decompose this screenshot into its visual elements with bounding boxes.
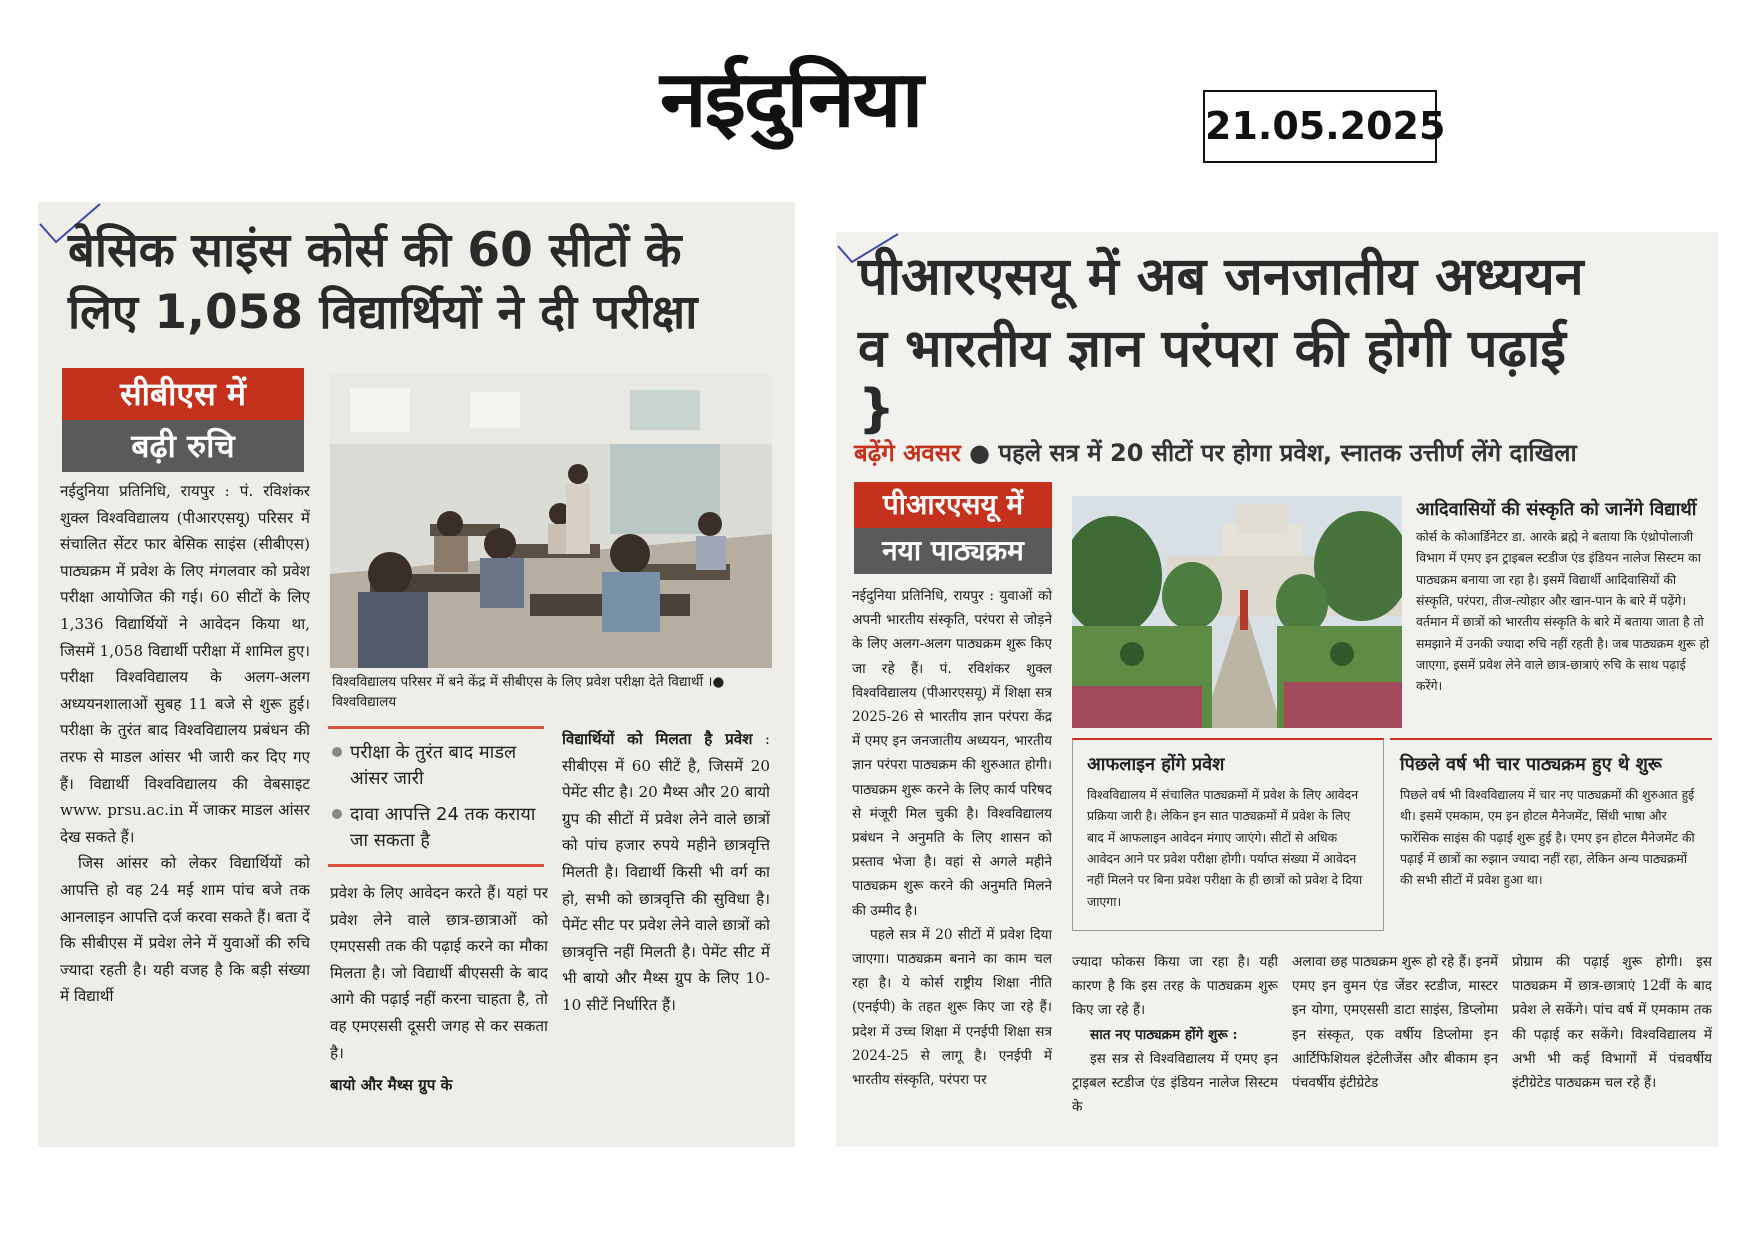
left-body-column-3 xyxy=(562,726,770,1136)
left-headline xyxy=(68,224,788,340)
right-body-col1b-text: पहले सत्र में 20 सीटों में प्रवेश दिया जाएगा। पाठ्यक्रम बनाने का काम चल रहा है। ये कोर्स राष्ट्रीय शिक्षा नीति (एनईपी) के तहत शुरू किए जा रहे हैं। प्रदेश में उच्च शिक्षा में एनईपी शिक्षा सत्र 2024-25 से लागू है। एनईपी में भारतीय संस्कृति, परंपरा पर xyxy=(852,926,1052,1089)
right-headline: पीआरएसयू में अब जनजातीय अध्ययन व भारतीय ज्ञान परंपरा की होगी पढ़ाई } xyxy=(858,248,1718,439)
bullet-dot-icon xyxy=(332,747,342,757)
box3-panel xyxy=(1390,738,1712,930)
left-body-column-1 xyxy=(60,478,310,1138)
left-rule-top xyxy=(328,726,544,729)
right-headline-line1: पीआरएसयू में अब जनजातीय अध्ययन xyxy=(858,247,1584,307)
exam-hall-photo xyxy=(330,374,772,668)
left-tag-red: सीबीएस में xyxy=(62,368,304,420)
left-body-col3-text: : सीबीएस में 60 सीटें है, जिसमें 20 पेमेंट सीट है। 20 मैथ्स और 20 बायो ग्रुप की सीटों में प्रवेश लेने वाले छात्रों को पांच हजार रुपये महीने छात्रवृत्ति मिलती है। विद्यार्थी किसी भी वर्ग का हो, सभी को छात्रवृत्ति की सुविधा है। पेमेंट सीट पर प्रवेश लेने वाले छात्रों को छात्रवृत्ति नहीं मिलती है। पेमेंट सीट में भी बायो और मैथ्स ग्रुप के लिए 10-10 सीटें निर्धारित हैं। xyxy=(562,730,770,1014)
right-body-col4-text: प्रोग्राम की पढ़ाई शुरू होगी। इस पाठ्यक्रम में छात्र-छात्राएं 12वीं के बाद प्रवेश ले सकेंगे। पांच वर्ष में एमकाम तक की पढ़ाई कर सकेंगे। विश्वविद्यालय में अभी भी कई विभागों में पंचवर्षीय इंटीग्रेटेड पाठ्यक्रम चल रहे हैं। xyxy=(1512,954,1712,1092)
right-body-col2b-text: इस सत्र से विश्वविद्यालय में एमए इन ट्राइबल स्टडीज एंड इंडियन नालेज सिस्टम के xyxy=(1072,1050,1278,1116)
left-bullets xyxy=(332,740,544,864)
date-box: 21.05.2025 xyxy=(1203,90,1437,163)
bullet-text-2: दावा आपत्ति 24 तक कराया जा सकता है xyxy=(350,804,536,851)
right-tag-red: पीआरएसयू में xyxy=(854,482,1052,528)
campus-photo xyxy=(1072,496,1402,728)
right-tag-grey: नया पाठ्यक्रम xyxy=(854,528,1052,574)
left-body-column-2 xyxy=(330,880,548,1142)
right-kicker: बढ़ेंगे अवसर xyxy=(854,439,961,467)
bullet-item xyxy=(332,802,544,854)
right-body-column-1 xyxy=(852,584,1052,1144)
bullet-dot-icon xyxy=(332,809,342,819)
left-news-clipping xyxy=(38,202,795,1147)
right-deck-text: पहले सत्र में 20 सीटों पर होगा प्रवेश, स्नातक उत्तीर्ण लेंगे दाखिला xyxy=(998,439,1577,467)
left-body-col3-bold: विद्यार्थियों को मिलता है प्रवेश xyxy=(562,730,753,748)
left-headline-line1: बेसिक साइंस कोर्स की 60 सीटों के xyxy=(68,223,682,278)
left-body-col2-text: प्रवेश के लिए आवेदन करते हैं। यहां पर प्रवेश लेने वाले छात्र-छात्राओं को एमएससी तक की पढ़ाई करने का मौका मिलता है। जो विद्यार्थी बीएससी के बाद आगे की पढ़ाई नहीं करना चाहता है, तो वह एमएससी दूसरी जगह से कर सकता है। xyxy=(330,884,548,1062)
deck-bullet-icon: ● xyxy=(969,439,999,467)
box2-title: आफलाइन होंगे प्रवेश xyxy=(1087,754,1225,775)
left-body-col1-text: नईदुनिया प्रतिनिधि, रायपुर : पं. रविशंकर शुक्ल विश्वविद्यालय (पीआरएसयू) परिसर में संचालित सेंटर फार बेसिक साइंस (सीबीएस) पाठ्यक्रम में प्रवेश के लिए मंगलवार को प्रवेश परीक्षा आयोजित की गई। 60 सीटों के लिए 1,336 विद्यार्थियों ने आवेदन किया था, जिसमें 1,058 विद्यार्थी परीक्षा में शामिल हुए। परीक्षा विश्वविद्यालय के अलग-अलग अध्ययनशालाओं सुबह 11 बजे से शुरू हुई। परीक्षा के तुरंत बाद विश्वविद्यालय प्रबंधन की तरफ से माडल आंसर भी जारी कर दिए गए हैं। विद्यार्थी विश्वविद्यालय की वेबसाइट www. prsu.ac.in में जाकर माडल आंसर देख सकते हैं। xyxy=(60,482,310,846)
box3-title: पिछले वर्ष भी चार पाठ्यक्रम हुए थे शुरू xyxy=(1400,754,1662,775)
box1-text: कोर्स के कोआर्डिनेटर डा. आरके ब्रह्मे ने बताया कि एंथ्रोपोलाजी विभाग में एमए इन ट्राइबल स्टडीज एंड इंडियन नालेज सिस्टम का पाठ्यक्रम बनाया जा रहा है। इसमें विद्यार्थी आदिवासियों की संस्कृति, परंपरा, तीज-त्योहार और खान-पान के बारे में पढ़ेंगे। वर्तमान में छात्रों को भारतीय संस्कृति के बारे में बताया जाता है तो समझाने में उनकी ज्यादा रुचि नहीं रहती है। जब पाठ्यक्रम शुरू हो जाएगा, इसमें प्रवेश लेने वाले छात्र-छात्राएं रुचि के साथ पढ़ाई करेंगे। xyxy=(1416,529,1710,694)
right-body-col2-text: ज्यादा फोकस किया जा रहा है। यही कारण है कि इस तरह के पाठ्यक्रम शुरू किए जा रहे हैं। xyxy=(1072,954,1278,1019)
right-body-col2-bold: सात नए पाठ्यक्रम होंगे शुरू : xyxy=(1090,1026,1238,1043)
right-body-column-2 xyxy=(1072,950,1278,1140)
masthead-title: नईदुनिया xyxy=(660,55,922,145)
right-headline-line2: व भारतीय ज्ञान परंपरा की होगी पढ़ाई xyxy=(858,318,1566,379)
photo-caption: विश्वविद्यालय परिसर में बने केंद्र में सीबीएस के लिए प्रवेश परीक्षा देते विद्यार्थी ।● विश्वविद्यालय xyxy=(332,674,725,711)
box2-text: विश्वविद्यालय में संचालित पाठ्यक्रमों में प्रवेश के लिए आवेदन प्रक्रिया जारी है। लेकिन इन सात पाठ्यक्रमों में प्रवेश के लिए बाद में आफलाइन आवेदन मंगाए जाएंगे। सीटों से अधिक आवेदन आने पर प्रवेश परीक्षा होगी। पर्याप्त संख्या में आवेदन नहीं मिलने पर बिना प्रवेश परीक्षा के ही छात्रों को प्रवेश दे दिया जाएगा। xyxy=(1087,787,1363,909)
right-body-col3-text: अलावा छह पाठ्यक्रम शुरू हो रहे हैं। इनमें एमए इन वुमन एंड जेंडर स्टडीज, मास्टर इन योगा, एमएससी डाटा साइंस, डिप्लोमा इन संस्कृत, एक वर्षीय डिप्लोमा इन आर्टिफिशियल इंटेलीजेंस और बीकाम इन पंचवर्षीय इंटीग्रेटेड xyxy=(1292,954,1498,1092)
right-body-column-3 xyxy=(1292,950,1498,1140)
left-headline-line2: लिए 1,058 विद्यार्थियों ने दी परीक्षा xyxy=(68,285,698,341)
right-body-col1-text: नईदुनिया प्रतिनिधि, रायपुर : युवाओं को अपनी भारतीय संस्कृति, परंपरा से जोड़ने के लिए अलग-अलग पाठ्यक्रम शुरू किए जा रहे हैं। पं. रविशंकर शुक्ल विश्वविद्यालय (पीआरएसयू) में शिक्षा सत्र 2025-26 से भारतीय ज्ञान परंपरा केंद्र में एमए इन जनजातीय अध्ययन, भारतीय ज्ञान परंपरा पाठ्यक्रम की शुरुआत होगी। पाठ्यक्रम शुरू करने के लिए कार्य परिषद से मंजूरी मिल चुकी है। विश्वविद्यालय प्रबंधन ने अनुमति के लिए शासन को प्रस्ताव भेजा है। वहां से अगले महीने पाठ्यक्रम शुरू करने की अनुमति मिलने की उम्मीद है। xyxy=(852,588,1052,919)
right-news-clipping xyxy=(836,232,1718,1147)
box2-panel xyxy=(1072,738,1384,931)
bullet-text-1: परीक्षा के तुरंत बाद माडल आंसर जारी xyxy=(350,742,517,789)
left-body-col1b-text: जिस आंसर को लेकर विद्यार्थियों को आपत्ति हो वह 24 मई शाम पांच बजे तक आनलाइन आपत्ति दर्ज करवा सकते हैं। बता दें कि सीबीएस में प्रवेश लेने में युवाओं की रुचि ज्यादा रहती है। यही वजह है कि बड़ी संख्या में विद्यार्थी xyxy=(60,854,310,1006)
bullet-item xyxy=(332,740,544,792)
left-body-col2-bold: बायो और मैथ्स ग्रुप के xyxy=(330,1076,453,1095)
left-tag-grey: बढ़ी रुचि xyxy=(62,420,304,472)
left-rule-bottom xyxy=(328,864,544,867)
right-deck xyxy=(854,436,1714,469)
right-body-column-4 xyxy=(1512,950,1712,1140)
box1-title: आदिवासियों की संस्कृति को जानेंगे विद्यार्थी xyxy=(1416,499,1697,520)
box3-text: पिछले वर्ष भी विश्वविद्यालय में चार नए पाठ्यक्रमों की शुरुआत हुई थी। इसमें एमकाम, एम इन होटल मैनेजमेंट, सिंधी भाषा और फारेंसिक साइंस की पढ़ाई शुरू हुई है। एमए इन होटल मैनेजमेंट की पढ़ाई में छात्रों का रुझान ज्यादा नहीं रहा, लेकिन अन्य पाठ्यक्रमों की सभी सीटों में प्रवेश हुआ था। xyxy=(1400,787,1695,888)
